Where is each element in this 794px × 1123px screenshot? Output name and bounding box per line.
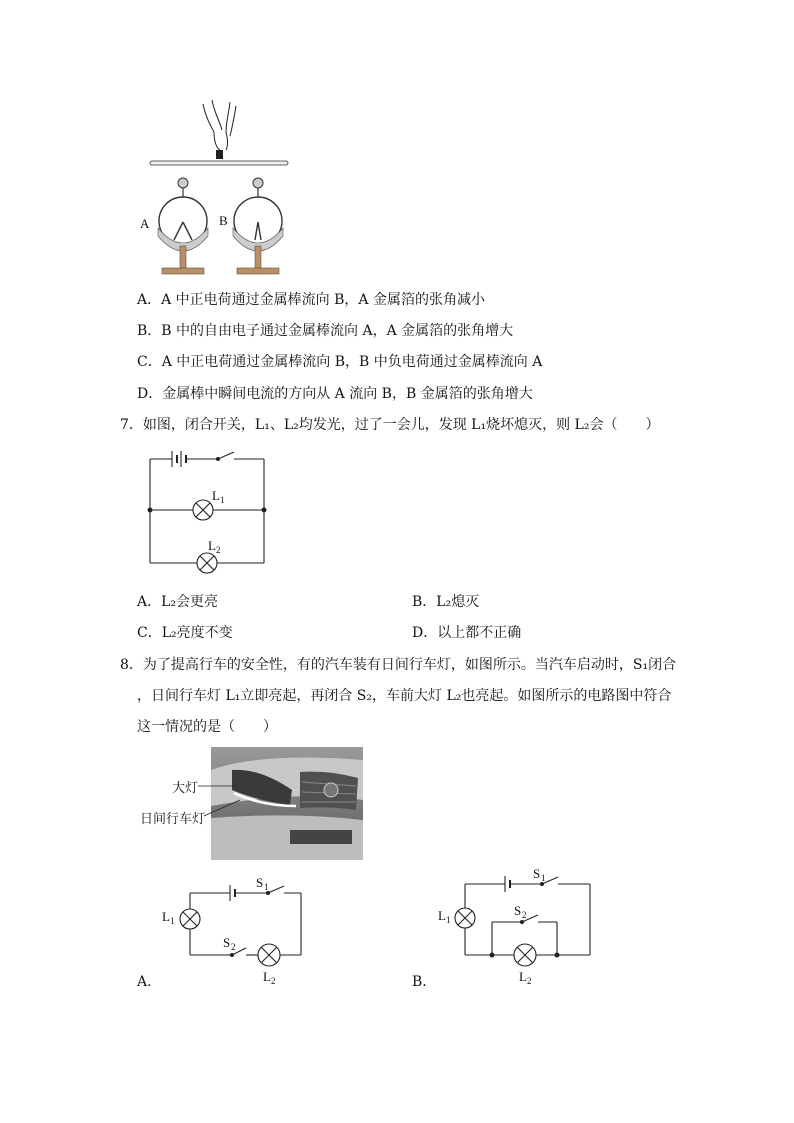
circuit-b-label-l2: L xyxy=(519,969,527,984)
q7-label-l2: L xyxy=(208,538,216,553)
svg-text:1: 1 xyxy=(541,873,546,883)
svg-text:1: 1 xyxy=(446,915,451,925)
q7-option-b[interactable]: B．L₂熄灭 xyxy=(412,594,480,610)
label-a: A xyxy=(140,216,150,231)
q8-stem-line-2: ，日间行车灯 L₁立即亮起，再闭合 S₂，车前大灯 L₂也亮起。如图所示的电路图中符合 xyxy=(137,688,672,704)
q6-option-d[interactable]: D．金属棒中瞬间电流的方向从 A 流向 B，B 金属箔的张角增大 xyxy=(137,386,533,402)
circuit-a-label-l2: L xyxy=(263,969,271,984)
circuit-a-label-l1: L xyxy=(162,909,170,924)
q8-option-a[interactable]: A． xyxy=(137,974,162,990)
svg-text:2: 2 xyxy=(231,942,236,952)
svg-text:1: 1 xyxy=(264,882,269,892)
q6-option-a[interactable]: A．A 中正电荷通过金属棒流向 B，A 金属箔的张角减小 xyxy=(137,292,485,308)
svg-text:1: 1 xyxy=(220,495,225,505)
circuit-a-label-s1: S xyxy=(256,875,264,890)
svg-text:2: 2 xyxy=(522,910,527,920)
svg-text:2: 2 xyxy=(216,545,221,555)
q8-stem-line-3: 这一情况的是（ ） xyxy=(137,719,277,735)
svg-text:2: 2 xyxy=(271,976,276,986)
svg-text:2: 2 xyxy=(527,976,532,986)
q7-stem: 7．如图，闭合开关，L₁、L₂均发光，过了一会儿，发现 L₁烧坏熄灭，则 L₂会（ ） xyxy=(120,417,660,433)
q7-option-c[interactable]: C．L₂亮度不变 xyxy=(137,625,233,641)
svg-text:1: 1 xyxy=(170,916,175,926)
photo-label-headlight: 大灯 xyxy=(172,781,199,796)
q7-option-d[interactable]: D．以上都不正确 xyxy=(412,625,522,641)
q7-option-a[interactable]: A．L₂会更亮 xyxy=(137,594,219,610)
q6-option-c[interactable]: C．A 中正电荷通过金属棒流向 B，B 中负电荷通过金属棒流向 A xyxy=(137,354,543,370)
circuit-b-label-s2: S xyxy=(514,903,522,918)
circuit-a-label-s2: S xyxy=(223,935,231,950)
photo-label-daytime-light: 日间行车灯 xyxy=(140,812,206,827)
q7-label-l1: L xyxy=(212,488,220,503)
label-b: B xyxy=(219,213,228,228)
q6-option-b[interactable]: B．B 中的自由电子通过金属棒流向 A，A 金属箔的张角增大 xyxy=(137,323,514,339)
q8-stem-line-1: 8．为了提高行车的安全性，有的汽车装有日间行车灯，如图所示。当汽车启动时，S₁闭合 xyxy=(120,657,677,673)
circuit-b-label-s1: S xyxy=(533,866,541,881)
q8-option-b[interactable]: B． xyxy=(412,974,437,990)
circuit-b-label-l1: L xyxy=(438,908,446,923)
